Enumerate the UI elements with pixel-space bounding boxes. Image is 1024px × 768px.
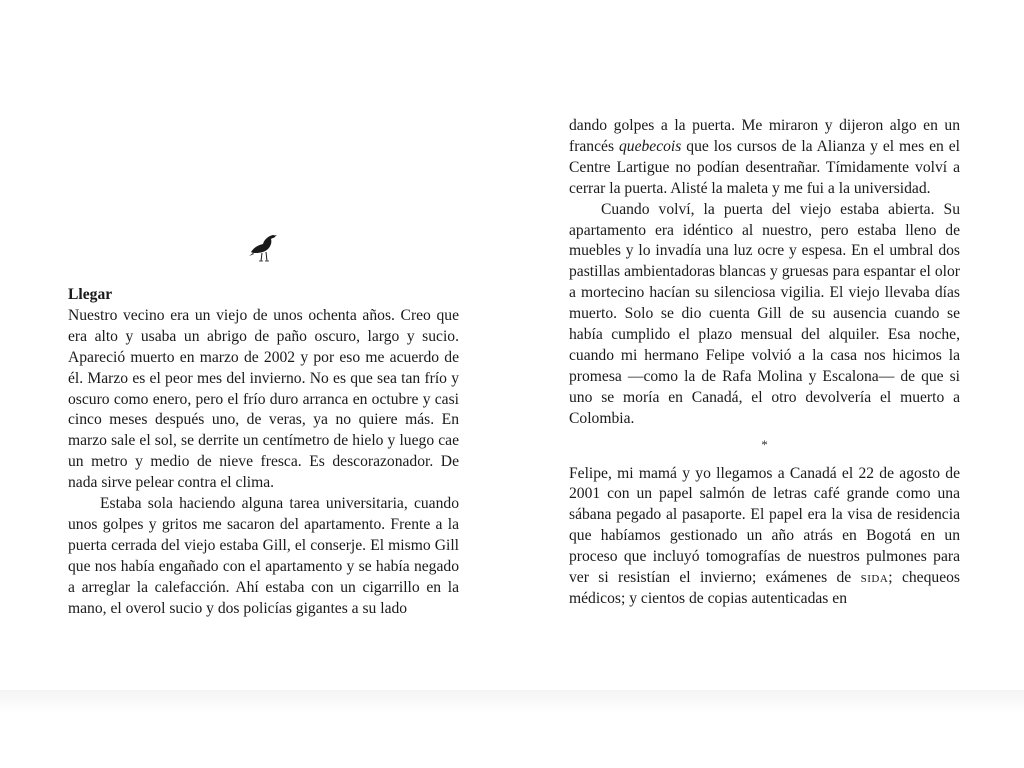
paragraph <box>569 116 960 200</box>
left-page <box>68 285 459 620</box>
italic-text: quebecois <box>618 137 682 155</box>
text-run: que los cursos de la Alianza y el mes en el Centre Lartigue no podían desentrañar. Tímidamente volví a cerrar la puerta. Alisté la maleta y me fui a la universidad. <box>569 137 960 197</box>
section-separator: * <box>761 436 768 452</box>
chapter-title: Llegar <box>68 286 113 303</box>
text-run: Felipe, mi mamá y yo llegamos a Canadá el 22 de agosto de 2001 con un papel salmón de letras café grande como una sábana pegado al pasaporte. El papel era la visa de residencia que habíamos gestionado un año atrás en Bogotá en un proceso que incluyó tomografías de nuestros pulmones para ver si resistían el invierno; exámenes de <box>569 464 960 587</box>
right-page <box>569 116 960 610</box>
text-run: dando golpes a la puerta. Me miraron y dijeron algo en un francés <box>569 117 960 155</box>
bird-icon <box>248 230 278 264</box>
paragraph: Nuestro vecino era un viejo de unos ochenta años. Creo que era alto y usaba un abrigo de paño oscuro, largo y sucio. Apareció muerto en marzo de 2002 y por eso me acuerdo de él. Marzo es el peor mes del invierno. No es que sea tan frío y oscuro como enero, pero el frío duro arranca en octubre y casi cinco meses después uno, de veras, ya no quiere más. En marzo sale el sol, se derrite un centímetro de hielo y luego cae un metro y medio de nieve fresca. Es descorazonador. De nada sirve pelear contra el clima. <box>68 306 459 492</box>
viewer-background <box>0 690 1024 768</box>
text-run: ; chequeos médicos; y cientos de copias autenticadas en <box>569 569 960 607</box>
paragraph: Cuando volví, la puerta del viejo estaba abierta. Su apartamento era idéntico al nuestro, pero estaba lleno de muebles y lo invadía una luz ocre y espesa. En el umbral dos pastillas ambientadoras blancas y gruesas para espantar el olor a mortecino hacían su silenciosa vigilia. El viejo llevaba días muerto. Solo se dio cuenta Gill de su ausencia cuando se había cumplido el plazo mensual del alquiler. Esa noche, cuando mi hermano Felipe volvió a la casa nos hicimos la promesa —como la de Rafa Molina y Escalona— de que si uno se moría en Canadá, el otro devolvería el muerto a Colombia. <box>569 200 960 427</box>
paragraph <box>569 464 960 610</box>
paragraph: Estaba sola haciendo alguna tarea universitaria, cuando unos golpes y gritos me sacaron del apartamento. Frente a la puerta cerrada del viejo estaba Gill, el conserje. El mismo Gill que nos había engañado con el apartamento y se había negado a arreglar la calefacción. Ahí estaba con un cigarrillo en la mano, el overol sucio y dos policías gigantes a su lado <box>68 495 459 617</box>
smallcaps-text: sida <box>860 569 889 587</box>
